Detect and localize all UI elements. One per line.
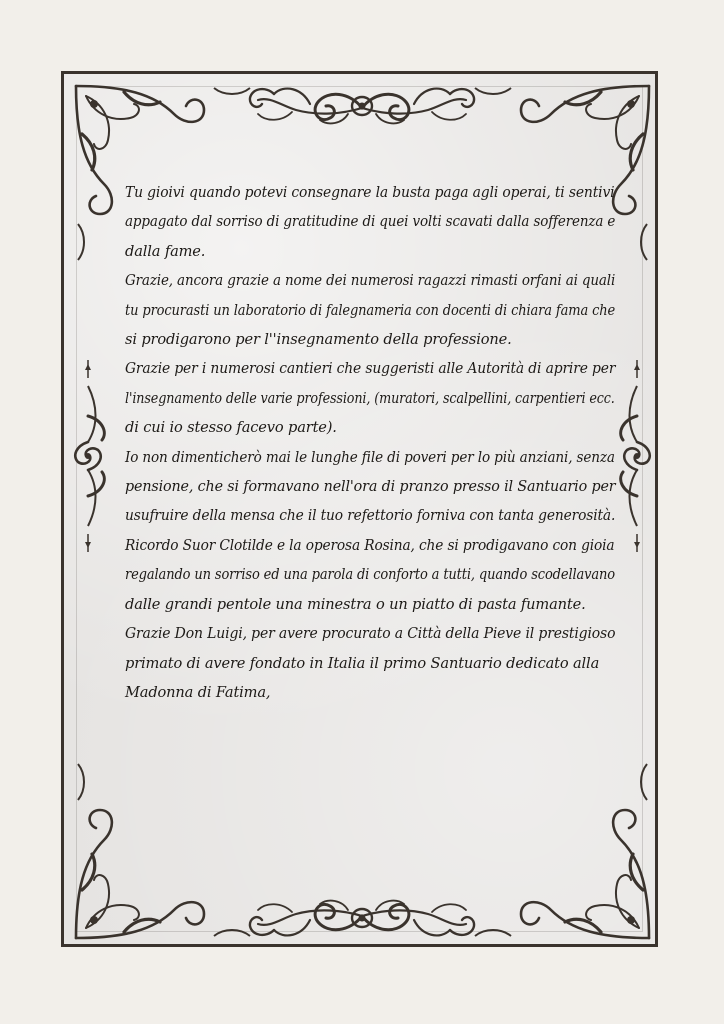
letter-line: di cui io stesso facevo parte).: [125, 419, 337, 437]
acanthus-scroll-icon: [250, 89, 474, 124]
side-flourish-icon: [75, 360, 104, 552]
letter-line: pensione, che si formavano nell'ora di pranzo presso il Santuario per: [125, 478, 616, 496]
letter-line: regalando un sorriso ed una parola di conforto a tutti, quando scodellavano: [125, 566, 615, 584]
letter-body: [125, 178, 615, 707]
letter-line: Io non dimenticherò mai le lunghe file di poveri per lo più anziani, senza: [125, 448, 615, 466]
side-flourish-icon: [621, 360, 650, 552]
corner-flourish-icon: [475, 764, 649, 938]
letter-line: l'insegnamento delle varie professioni, (muratori, scalpellini, carpentieri ecc.: [125, 389, 615, 407]
letter-line: Grazie, ancora grazie a nome dei numerosi ragazzi rimasti orfani ai quali: [125, 272, 616, 290]
letter-line: dalle grandi pentole una minestra o un piatto di pasta fumante.: [125, 595, 586, 613]
letter-line: usufruire della mensa che il tuo refettorio forniva con tanta generosità.: [125, 507, 616, 525]
letter-line: tu procurasti un laboratorio di falegnameria con docenti di chiara fama che: [125, 301, 616, 319]
letter-line: primato di avere fondato in Italia il primo Santuario dedicato alla: [125, 654, 600, 672]
letter-line: dalla fame.: [125, 242, 206, 260]
corner-flourish-icon: [76, 764, 250, 938]
letter-line: Grazie Don Luigi, per avere procurato a Città della Pieve il prestigioso: [125, 625, 616, 643]
letter-line: Tu gioivi quando potevi consegnare la busta paga agli operai, ti sentivi: [125, 184, 615, 201]
letter-line: appagato dal sorriso di gratitudine di quei volti scavati dalla sofferenza e: [125, 213, 616, 231]
letter-line: Ricordo Suor Clotilde e la operosa Rosina, che si prodigavano con gioia: [125, 536, 615, 554]
letter-line: Grazie per i numerosi cantieri che suggeristi alle Autorità di aprire per: [125, 360, 616, 378]
letter-line: Madonna di Fatima,: [125, 683, 271, 701]
acanthus-scroll-icon: [250, 901, 474, 936]
letter-line: si prodigarono per l''insegnamento della professione.: [125, 331, 512, 349]
